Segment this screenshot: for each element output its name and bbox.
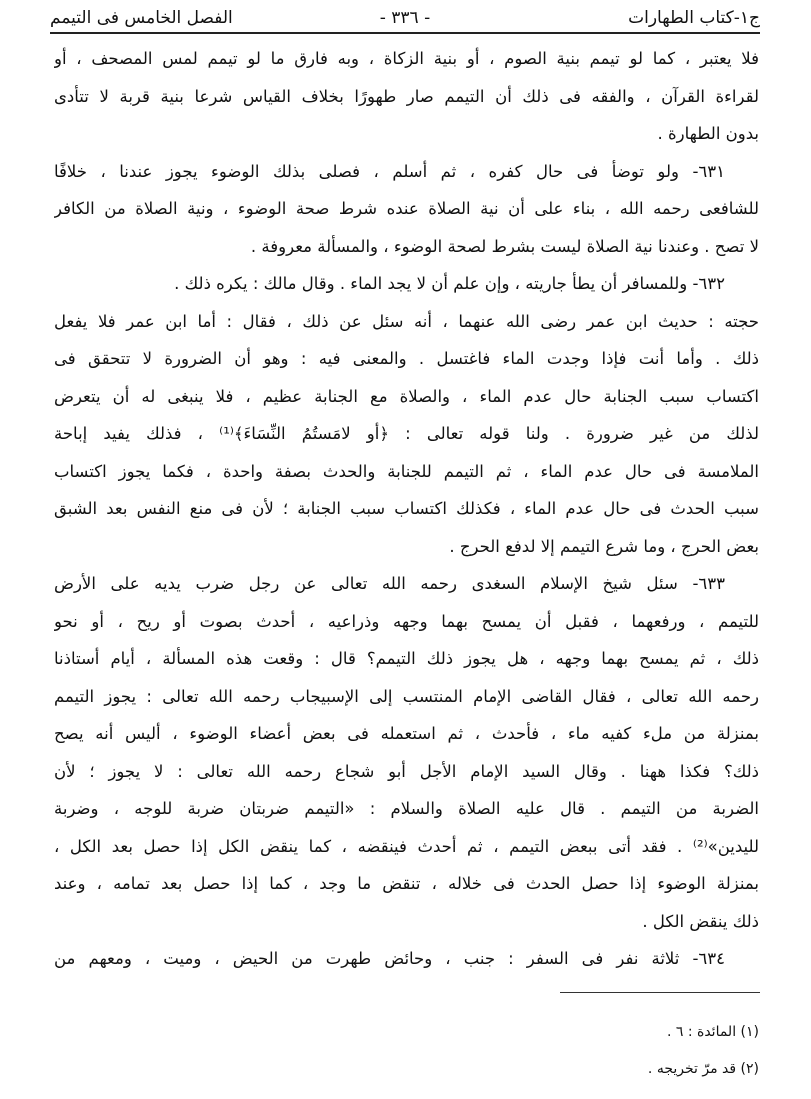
footnote-separator [560,992,760,993]
paragraph [54,265,759,303]
text-line: ٦٣٢- وللمسافر أن يطأ جاريته ، وإن علم أن لا يجد الماء . وقال مالك : يكره ذلك . [174,274,725,293]
chapter-title: الفصل الخامس فى التيمم [50,8,233,28]
page-number: - ٣٣٦ - [379,8,431,28]
text-line: سبب الحدث فى حال عدم الماء ، فكذلك اكتساب سبب الجنابة ؛ لأن فى منع النفس بعد الشبق [54,499,759,518]
text-line: ذلك . وأما أنت فإذا وجدت الماء فاغتسل . والمعنى فيه : وهو أن الضرورة لا تتحقق فى [54,349,759,368]
text-line: لقراءة القرآن ، والفقه فى ذلك أن التيمم صار طهورًا بخلاف القياس شرعا بنية قربة لا تتأدى [54,86,759,106]
footnote: (١) المائدة : ٦ . [666,1024,759,1040]
text-line: لا تصح . وعندنا نية الصلاة ليست بشرط لصحة الوضوء ، والمسألة معروفة . [250,236,759,256]
footnotes [648,1018,759,1092]
volume-book-title: ج١-كتاب الطهارات [628,8,760,28]
paragraph [54,40,759,153]
text-line: ٦٣٣- سئل شيخ الإسلام السغدى رحمه الله تعالى عن رجل ضرب يديه على الأرض [54,574,725,593]
footnote: (٢) قد مرّ تخريجه . [647,1061,759,1077]
text-line: فلا يعتبر ، كما لو تيمم بنية الصوم ، أو بنية الزكاة ، وبه فارق ما لو تيمم لمس المصحف ، أو [54,49,759,68]
text-line: بعض الحرج ، وما شرع التيمم إلا لدفع الحرج . [449,536,759,556]
text-line: ٦٣٤- ثلاثة نفر فى السفر : جنب ، وحائض طهرت من الحيض ، وميت ، ومعهم من [54,949,725,968]
page-body [54,40,759,978]
text-line: للشافعى رحمه الله ، بناء على أن نية الصلاة عنده شرط صحة الوضوء ، ونية الصلاة من الكافر [54,199,759,218]
text-line: بمنزلة الوضوء إذا حصل الحدث فى خلاله ، تنقض ما وجد ، كما إذا حصل بعد تمامه ، وعند [54,874,759,893]
text-line: للتيمم ، ورفعهما ، فقبل أن يمسح بهما وجهه وذراعيه ، أحدث بصوت أو ريح ، أو نحو [54,611,759,631]
text-line: لليدين»⁽²⁾ . فقد أتى ببعض التيمم ، ثم أحدث فينقضه ، كما ينقض الكل إذا حصل بعد الكل ، [54,836,759,856]
text-line: بمنزلة من ملء كفيه ماء ، فأحدث ، ثم استعمله فى بعض أعضاء الوضوء ، أليس أنه يصح [54,724,759,743]
text-line: ٦٣١- ولو توضأ فى حال كفره ، ثم أسلم ، فصلى بذلك الوضوء يجوز عندنا ، خلافًا [54,161,725,181]
paragraph [54,565,759,940]
text-line: الملامسة فى حال عدم الماء ، ثم التيمم للجنابة والحدث بصفة واحدة ، فكما يجوز اكتساب [54,461,759,481]
text-line: بدون الطهارة . [657,124,759,143]
text-line: اكتساب سبب الجنابة حال عدم الماء ، والصلاة مع الجنابة عظيم ، فلا ينبغى له أن يتعرض [54,386,759,406]
text-line: الضربة من التيمم . قال عليه الصلاة والسلام : «التيمم ضربتان ضربة للوجه ، وضربة [54,799,759,818]
text-line: لذلك من غير ضرورة . ولنا قوله تعالى : ﴿أو لامَستُمُ النِّسَاءَ﴾⁽¹⁾ ، فذلك يفيد إباحة [54,424,759,443]
paragraph [54,153,759,266]
text-line: ذلك ، ثم يمسح بهما وجهه ، هل يجوز ذلك التيمم؟ قال : وقعت هذه المسألة ، أيام أستاذنا [54,649,759,668]
text-line: ذلك؟ فكذا ههنا . وقال السيد الإمام الأجل أبو شجاع رحمه الله تعالى : لا يجوز ؛ لأن [54,761,759,781]
text-line: رحمه الله تعالى ، فقال القاضى الإمام المنتسب إلى الإسبيجاب رحمه الله تعالى : يجوز التيمم [54,686,759,706]
text-line: حجته : حديث ابن عمر رضى الله عنهما ، أنه سئل عن ذلك ، فقال : أما ابن عمر فلا يفعل [54,311,759,331]
text-line: ذلك ينقض الكل . [642,911,759,931]
paragraph [54,303,759,566]
running-header [50,4,760,34]
paragraph [54,940,759,978]
